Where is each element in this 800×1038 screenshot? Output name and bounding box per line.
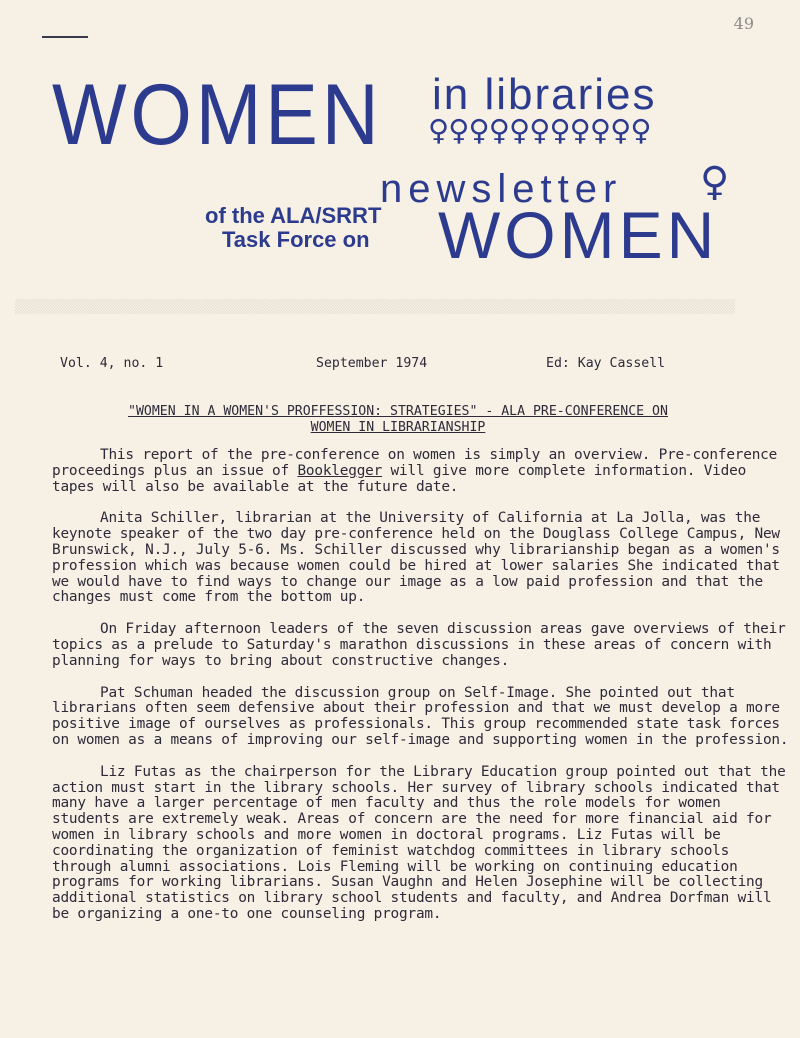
corner-mark: [42, 36, 88, 38]
booklegger-title: Booklegger: [297, 462, 383, 479]
paragraph-4: Pat Schuman headed the discussion group on Self-Image. She pointed out that librarians often seem defensive about their profession and that we must develop a more positive image of ourselves as professionals. This group recommended state task forces on women as a means of improving our self-image and supporting women in the profession.: [52, 684, 789, 748]
headline-line-1: "WOMEN IN A WOMEN'S PROFFESSION: STRATEGIES" - ALA PRE-CONFERENCE ON: [128, 404, 668, 419]
masthead-of-the-ala-srrt: of the ALA/SRRT: [205, 203, 382, 228]
masthead-in-libraries: in libraries: [432, 70, 657, 119]
masthead-task-force: Task Force on: [222, 227, 370, 252]
masthead-newsletter: newsletter: [380, 167, 623, 211]
paragraph-5: Liz Futas as the chairperson for the Library Education group pointed out that the action must start in the library schools. Her survey of library schools indicated that many have a larger percentage of men faculty and thus the role models for women students are extremely weak. Areas of concern are the need for more financial aid for women in library schools and more women in doctoral programs. Liz Futas will be coordinating the organization of feminist watchdog committees in library schools through alumni associations. Lois Fleming will be working on continuing education programs for working librarians. Susan Vaughn and Helen Josephine will be collecting additional statistics on library school students and faculty, and Andrea Dorfman will be organizing a one-to one counseling program.: [52, 763, 786, 922]
page-number: 49: [733, 14, 754, 33]
issue-editor: Ed: Kay Cassell: [546, 356, 666, 371]
article-body: [52, 448, 790, 939]
female-symbols-row-icon: ♀♀♀♀♀♀♀♀♀♀♀: [428, 113, 651, 147]
issue-date: September 1974: [316, 356, 428, 371]
paragraph-3: On Friday afternoon leaders of the seven discussion areas gave overviews of their topics as a prelude to Saturday's marathon discussions in these areas of concern with planning for ways to bring about constructive changes.: [52, 621, 786, 669]
female-symbol-icon: ♀: [700, 159, 730, 205]
article-headline: [48, 404, 748, 436]
paragraph-2: Anita Schiller, librarian at the University of California at La Jolla, was the keynote speaker of the two day pre-conference held on the Douglass College Campus, New Brunswick, N.J., July 5-6. Ms. Schiller discussed why librarianship began as a women's profession which was because women could be hired at lower salaries She indicated that we would have to find ways to change our image as a low paid profession and that the changes must come from the bottom up.: [52, 510, 780, 606]
masthead-women-top: WOMEN: [52, 67, 383, 163]
masthead-women-bottom: WOMEN: [438, 198, 719, 272]
issue-volume: Vol. 4, no. 1: [60, 356, 164, 371]
headline-line-2: WOMEN IN LIBRARIANSHIP: [310, 420, 486, 435]
bleed-through-text: ▒▒▒▒▒▒▒▒▒▒▒▒▒▒▒▒▒▒▒▒▒▒▒▒▒▒▒▒▒▒▒▒▒▒▒▒▒▒▒▒▒▒▒▒▒▒▒▒▒▒▒▒▒▒▒▒▒▒▒▒▒▒▒▒▒▒▒▒▒▒▒▒▒▒▒▒▒▒▒▒▒▒▒▒▒▒▒▒▒▒▒▒: [14, 300, 735, 315]
paragraph-1: This report of the pre-conference on women is simply an overview. Pre-conference proceedings plus an issue of Booklegger will give more complete information. Video tapes will also be available at the future date.: [52, 447, 778, 495]
